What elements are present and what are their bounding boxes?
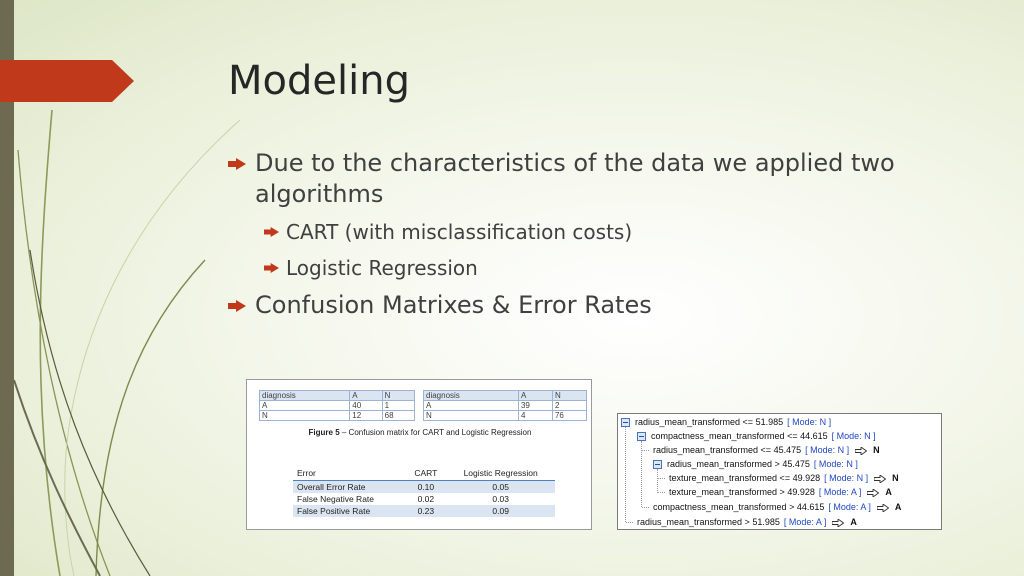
right-arrow-icon (877, 504, 889, 512)
error-cell: 0.03 (492, 494, 509, 504)
right-arrow-icon (874, 475, 886, 483)
tree-mode: [ Mode: N ] (813, 459, 858, 469)
error-cell: 0.02 (417, 494, 435, 504)
bullet-list (228, 148, 988, 329)
tree-leaf[interactable] (658, 473, 899, 484)
caption-text: – Confusion matrix for CART and Logistic Regression (339, 428, 532, 437)
tree-mode: [ Mode: N ] (831, 431, 876, 441)
tree-leaf[interactable] (642, 502, 901, 513)
cm-header-cell: diagnosis (260, 391, 350, 401)
tree-mode: [ Mode: N ] (824, 473, 869, 483)
collapse-toggle-icon[interactable] (637, 432, 646, 441)
cm-cell: N (260, 411, 350, 421)
error-cell: 0.10 (405, 481, 446, 494)
tree-rule: compactness_mean_transformed <= 44.615 (651, 431, 828, 441)
bullet-item (228, 290, 988, 321)
tree-node[interactable] (621, 417, 831, 428)
cm-cell: 68 (382, 411, 414, 421)
tree-class: A (894, 502, 902, 512)
bullet-text: Confusion Matrixes & Error Rates (255, 291, 652, 319)
cm-cell: A (260, 401, 350, 411)
tree-rule: radius_mean_transformed > 45.475 (667, 459, 810, 469)
tree-class: A (885, 487, 892, 497)
caption-label: Figure 5 (308, 428, 340, 437)
tree-mode: [ Mode: N ] (787, 417, 832, 427)
bullet-item (228, 148, 988, 210)
cm-cell: 1 (382, 401, 414, 411)
cm-cell: 40 (350, 401, 382, 411)
tree-rule: texture_mean_transformed <= 49.928 (669, 473, 821, 483)
sub-bullet-item (264, 218, 988, 246)
error-header-cell: Error (293, 466, 405, 481)
cm-header-cell: A (350, 391, 382, 401)
error-cell: Overall Error Rate (293, 481, 405, 494)
cm-cell: N (424, 411, 519, 421)
tree-class: N (873, 445, 880, 455)
cm-cell: 2 (552, 401, 586, 411)
cm-cell: 39 (518, 401, 552, 411)
tree-leaf[interactable] (642, 445, 880, 456)
tree-mode: [ Mode: A ] (828, 502, 871, 512)
tree-rule: radius_mean_transformed <= 45.475 (653, 445, 802, 455)
error-rate-table (293, 466, 555, 517)
tree-mode: [ Mode: A ] (818, 487, 862, 497)
collapse-toggle-icon[interactable] (653, 460, 662, 469)
tree-leaf[interactable] (626, 517, 857, 528)
tree-leaf[interactable] (658, 487, 892, 498)
arrow-bullet-icon (228, 300, 246, 312)
lr-confusion-matrix (423, 390, 587, 421)
cm-header-cell: A (518, 391, 552, 401)
sub-bullet-item (264, 254, 988, 282)
title-accent-arrow (0, 60, 134, 102)
error-header-cell: Logistic Regression (446, 466, 555, 481)
bullet-text: CART (with misclassification costs) (286, 220, 633, 244)
tree-rule: radius_mean_transformed <= 51.985 (635, 417, 784, 427)
bullet-text: Logistic Regression (286, 256, 478, 280)
confusion-matrix-figure (246, 379, 592, 530)
right-arrow-icon (867, 489, 879, 497)
cart-confusion-matrix (259, 390, 415, 421)
cm-cell: A (424, 401, 519, 411)
decision-tree-figure (617, 413, 942, 530)
tree-rule: compactness_mean_transformed > 44.615 (653, 502, 825, 512)
tree-mode: [ Mode: N ] (805, 445, 850, 455)
error-cell: False Positive Rate (293, 505, 405, 517)
arrow-bullet-icon (264, 263, 279, 273)
error-cell: 0.09 (446, 505, 555, 517)
error-header-cell: CART (405, 466, 446, 481)
tree-node[interactable] (637, 431, 876, 442)
cm-cell: 4 (518, 411, 552, 421)
tree-class: A (850, 517, 857, 527)
cm-cell: 76 (552, 411, 586, 421)
collapse-toggle-icon[interactable] (621, 418, 630, 427)
tree-rule: radius_mean_transformed > 51.985 (637, 517, 780, 527)
tree-class: N (892, 473, 899, 483)
slide-title: Modeling (228, 58, 410, 104)
cm-header-cell: N (382, 391, 414, 401)
error-cell: False Negative Rate (297, 494, 375, 504)
tree-node[interactable] (653, 459, 858, 470)
tree-mode: [ Mode: A ] (783, 517, 827, 527)
error-cell: 0.05 (446, 481, 555, 494)
figure-caption (247, 428, 593, 437)
error-cell: 0.23 (405, 505, 446, 517)
bullet-text: Due to the characteristics of the data we applied two algorithms (255, 149, 895, 208)
right-arrow-icon (855, 447, 867, 455)
right-arrow-icon (832, 519, 844, 527)
tree-rule: texture_mean_transformed > 49.928 (669, 487, 815, 497)
cm-cell: 12 (350, 411, 382, 421)
arrow-bullet-icon (264, 227, 279, 237)
cm-header-cell: diagnosis (424, 391, 519, 401)
arrow-bullet-icon (228, 158, 246, 170)
cm-header-cell: N (552, 391, 586, 401)
